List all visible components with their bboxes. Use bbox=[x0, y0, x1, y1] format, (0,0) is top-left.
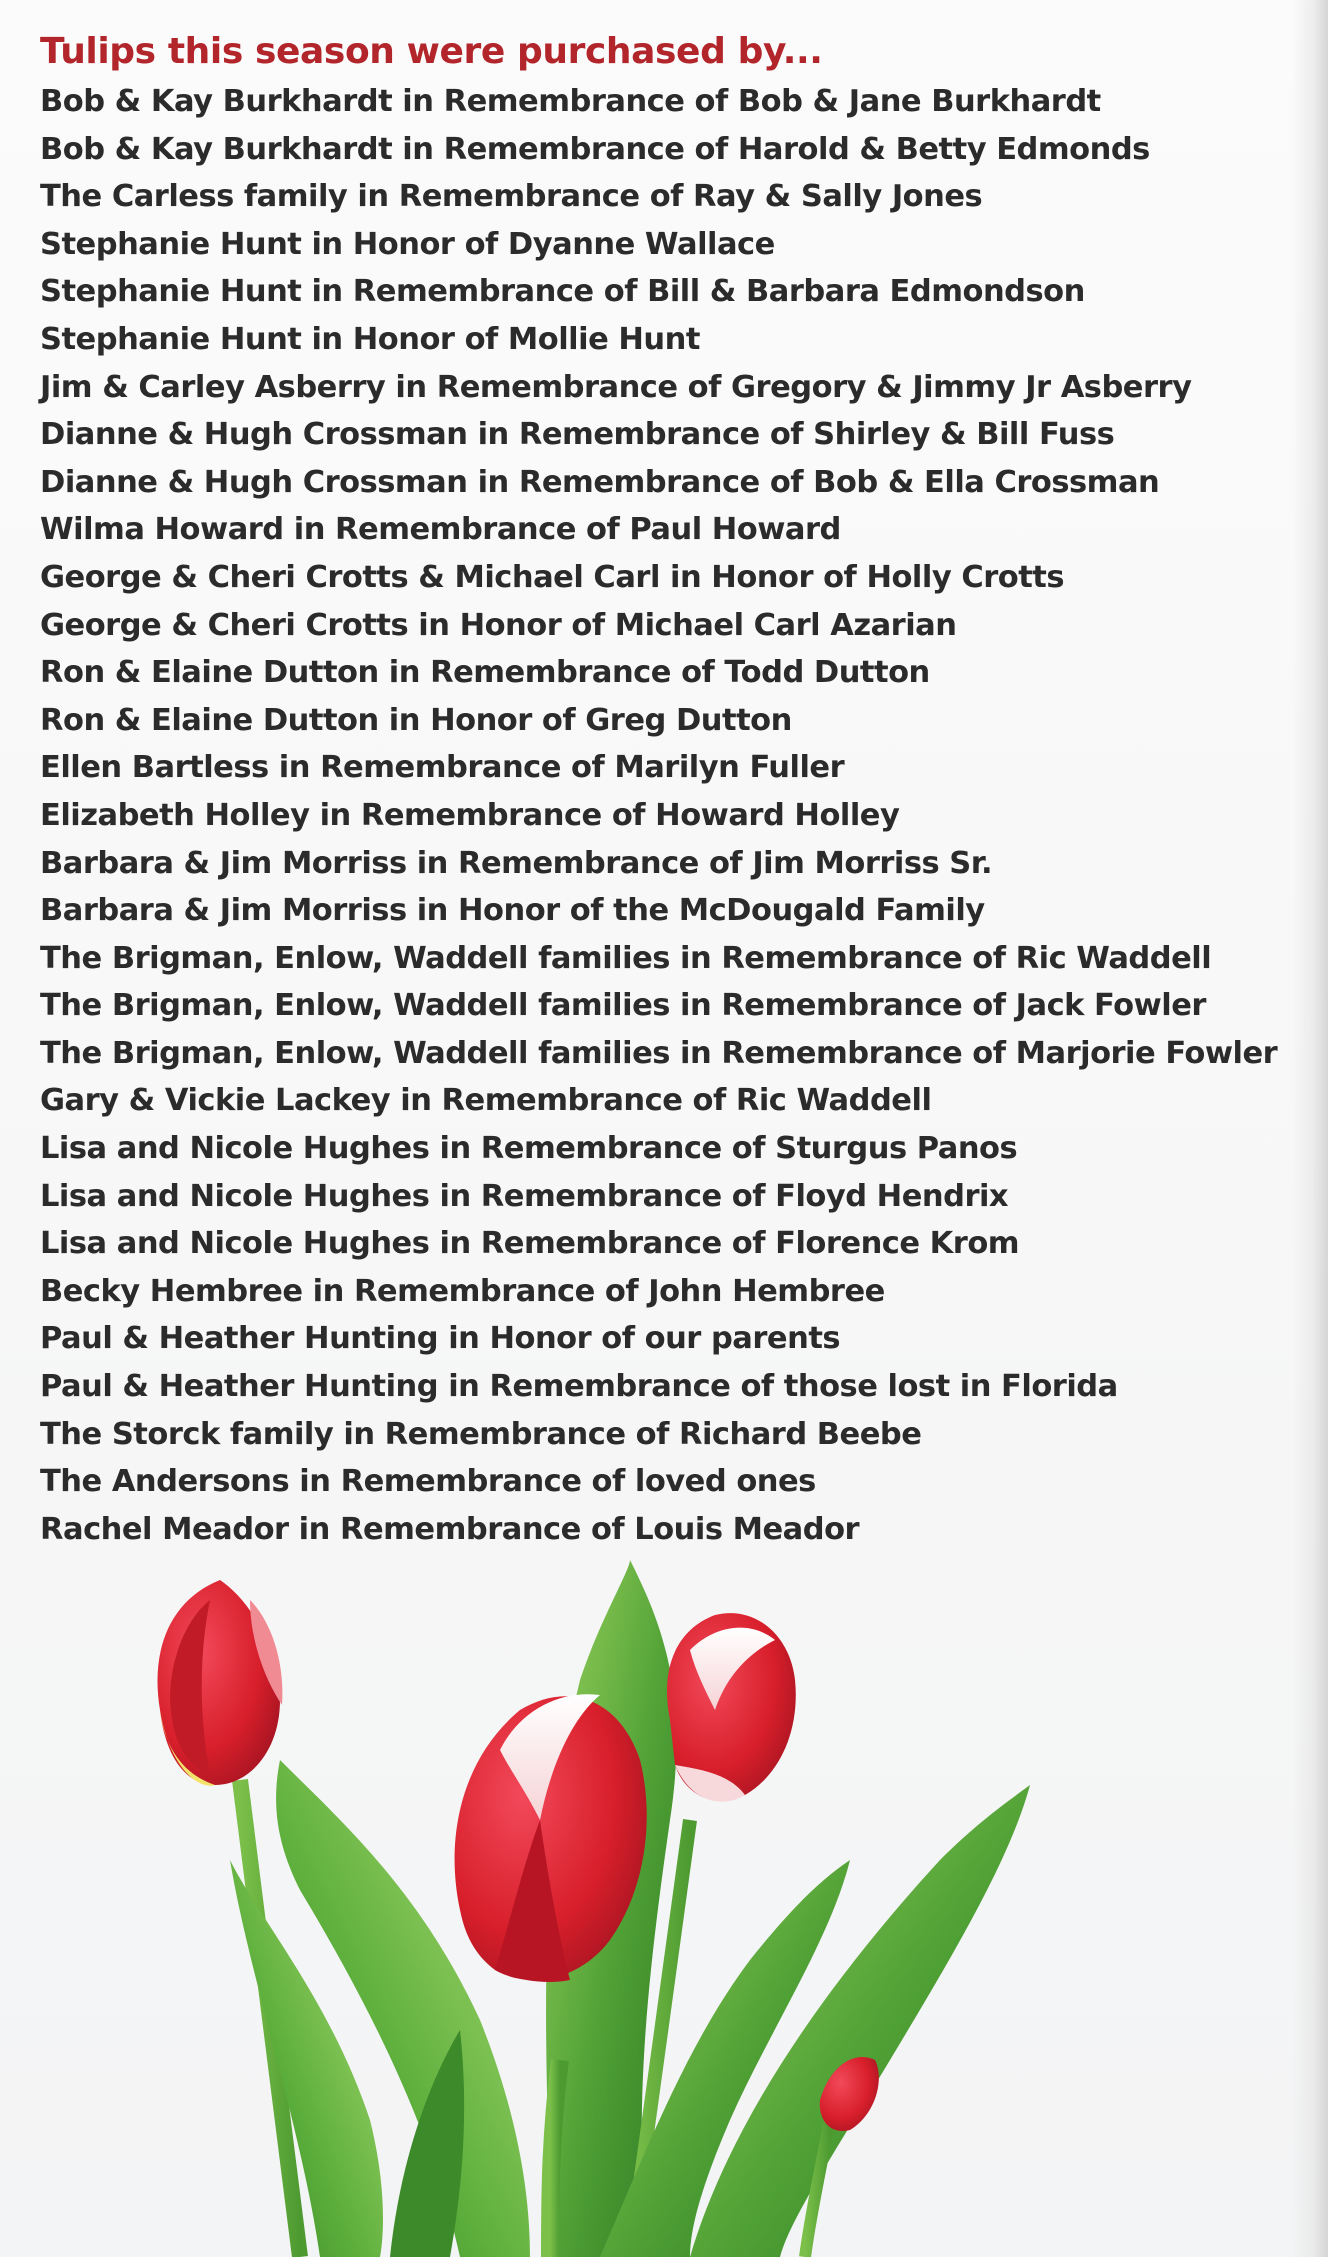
page-title: Tulips this season were purchased by... bbox=[40, 31, 823, 72]
dedication-entry: Becky Hembree in Remembrance of John Hembree bbox=[40, 1273, 885, 1309]
tulip-left bbox=[158, 1580, 283, 1786]
dedication-entry: Barbara & Jim Morriss in Remembrance of Jim Morriss Sr. bbox=[40, 845, 993, 881]
dedication-entry: George & Cheri Crotts & Michael Carl in Honor of Holly Crotts bbox=[40, 559, 1065, 595]
dedication-entry: Dianne & Hugh Crossman in Remembrance of Bob & Ella Crossman bbox=[40, 464, 1160, 500]
dedication-entry: The Brigman, Enlow, Waddell families in Remembrance of Marjorie Fowler bbox=[40, 1035, 1278, 1071]
dedication-entry: Ron & Elaine Dutton in Remembrance of Todd Dutton bbox=[40, 655, 930, 691]
tulip-dedications-section bbox=[40, 26, 1290, 1553]
dedication-entry: The Brigman, Enlow, Waddell families in Remembrance of Jack Fowler bbox=[40, 988, 1206, 1024]
dedication-entry: Stephanie Hunt in Honor of Mollie Hunt bbox=[40, 321, 700, 357]
dedication-entry: The Andersons in Remembrance of loved ones bbox=[40, 1464, 816, 1500]
dedication-entry: Rachel Meador in Remembrance of Louis Meador bbox=[40, 1511, 860, 1547]
dedication-entry: Paul & Heather Hunting in Honor of our parents bbox=[40, 1321, 841, 1357]
dedication-entry: Stephanie Hunt in Honor of Dyanne Wallace bbox=[40, 226, 775, 262]
dedication-entry: Barbara & Jim Morriss in Honor of the McDougald Family bbox=[40, 893, 985, 929]
dedication-entry: The Brigman, Enlow, Waddell families in Remembrance of Ric Waddell bbox=[40, 940, 1212, 976]
dedication-entry: Bob & Kay Burkhardt in Remembrance of Harold & Betty Edmonds bbox=[40, 131, 1150, 167]
page-edge-shadow bbox=[1292, 0, 1328, 2257]
dedication-entry: Wilma Howard in Remembrance of Paul Howard bbox=[40, 512, 841, 548]
dedication-entry: Ellen Bartless in Remembrance of Marilyn Fuller bbox=[40, 750, 845, 786]
dedication-entry: Dianne & Hugh Crossman in Remembrance of Shirley & Bill Fuss bbox=[40, 417, 1115, 453]
dedication-entry: Lisa and Nicole Hughes in Remembrance of Floyd Hendrix bbox=[40, 1178, 1009, 1214]
dedication-entry: Gary & Vickie Lackey in Remembrance of Ric Waddell bbox=[40, 1083, 932, 1119]
dedication-entry: Jim & Carley Asberry in Remembrance of Gregory & Jimmy Jr Asberry bbox=[40, 369, 1192, 405]
stem bbox=[550, 2060, 560, 2257]
tulip-right bbox=[667, 1613, 796, 1802]
dedication-entry: Bob & Kay Burkhardt in Remembrance of Bob & Jane Burkhardt bbox=[40, 84, 1101, 119]
dedication-entry: The Carless family in Remembrance of Ray & Sally Jones bbox=[40, 179, 983, 215]
dedication-entry: Stephanie Hunt in Remembrance of Bill & Barbara Edmondson bbox=[40, 274, 1085, 310]
dedication-entry: Elizabeth Holley in Remembrance of Howard Holley bbox=[40, 797, 900, 833]
dedication-entry: George & Cheri Crotts in Honor of Michael Carl Azarian bbox=[40, 607, 957, 643]
dedication-entry: Paul & Heather Hunting in Remembrance of those lost in Florida bbox=[40, 1369, 1118, 1405]
dedication-list bbox=[40, 78, 1290, 1553]
dedication-entry: Lisa and Nicole Hughes in Remembrance of Sturgus Panos bbox=[40, 1131, 1018, 1167]
dedication-entry: Ron & Elaine Dutton in Honor of Greg Dutton bbox=[40, 702, 792, 738]
tulip-bouquet-icon bbox=[130, 1560, 1090, 2257]
dedication-entry: Lisa and Nicole Hughes in Remembrance of Florence Krom bbox=[40, 1226, 1020, 1262]
dedication-entry: The Storck family in Remembrance of Richard Beebe bbox=[40, 1416, 922, 1452]
